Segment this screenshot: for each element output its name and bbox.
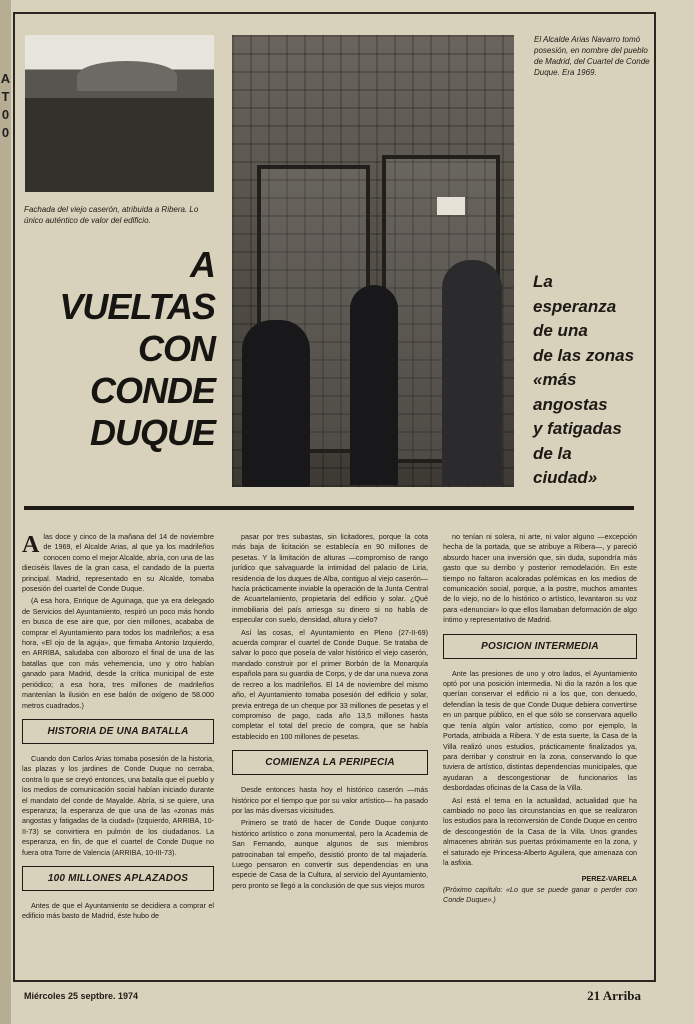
paragraph: Ante las presiones de uno y otro lados, el Ayuntamiento optó por una posición intermedia. Ni dio la razón a los que querían conservar el edificio ni a los que, con denuedo, defendían la tesis de que Conde Duque debiera convertirse en un parque público, en el que sólo se conservara aquello que tenía algún valor artístico, como por ejemplo, la Portada, atribuida a Ribera. Y de esta suerte, la Casa de la Villa realizó unos estudios, prácticamente finalizados ya, para derribar y construir en la zona, conservando lo que tuviera de artístico, distintas dependencias municipales, que ayudaran a descongestionar de funcionarios las desbordadas oficinas de la Casa de la Villa. xyxy=(443,668,637,793)
subhead-line: de la xyxy=(533,443,572,463)
section-rule xyxy=(24,506,634,510)
subhead-line: de una xyxy=(533,321,588,340)
next-chapter-note: (Próximo capítulo: «Lo que se puede ganar o perder con Conde Duque».) xyxy=(443,884,637,905)
subhead-line: esperanza xyxy=(533,296,617,316)
article-column-2 xyxy=(232,532,428,893)
subhead xyxy=(533,270,655,491)
edge-letter: 0 xyxy=(1,125,10,140)
person-silhouette xyxy=(442,260,502,485)
author-signature: PEREZ-VARELA xyxy=(581,874,637,884)
facade-caption: Fachada del viejo caserón, atribuida a Ribera. Lo único auténtico de valor del edificio. xyxy=(24,205,199,225)
paragraph: Desde entonces hasta hoy el histórico caserón —más histórico por el tiempo que por su valor artístico— ha pasado por las más diversas vicisitudes. xyxy=(232,785,428,815)
edge-letter: A xyxy=(0,71,11,86)
subhead-line: angostas xyxy=(533,394,608,414)
subhead-line: y fatigadas xyxy=(533,419,622,438)
door-caption: El Alcalde Arias Navarro tomó posesión, en nombre del pueblo de Madrid, del Cuartel de Conde Duque. Era 1969. xyxy=(534,35,650,77)
paragraph: Antes de que el Ayuntamiento se decidiera a comprar el edificio más basto de Madrid, éste hubo de xyxy=(22,900,214,921)
facade-photo xyxy=(25,35,214,192)
footer-page xyxy=(587,988,641,1004)
paragraph: Así está el tema en la actualidad, actualidad que ha cambiado no poco las circunstancias en que se realizaron los estudios para la reconversión de Conde Duque en centro de descongestión de la Casa de la Villa. Unos grandes almacenes abrirán sus puertas próximamente en la zona, y el saturado eje Princesa-Alberto Aguilera, que amenaza con la asfixia. xyxy=(443,795,637,867)
paragraph: pasar por tres subastas, sin licitadores, porque la cota más baja de licitación se establecía en 90 millones de pesetas. Y la limitación de alturas —compromiso de rango jurídico que salvaguarde la intimidad del palacio de Liria, residencia de los duques de Alba, contiguo al viejo caserón— hacía prácticamente inviable la operación de la Junta Central de Acuartelamiento, propietaria del edificio y solar. ¿Qué inmobiliaria del país arriesga su dinero si no habla de especular con suelo, densidad, altura y cielo? xyxy=(232,532,428,625)
edge-letter: T xyxy=(1,89,10,104)
paragraph: no tenían ni solera, ni arte, ni valor alguno —excepción hecha de la portada, que se atribuye a Ribera—, y pareció absurdo hacer una inversión que, sin duda, supondría más gasto que su derribo y posterior remodelación. En este tiempo no faltaron acaloradas polémicas en los medios de comunicación social, porque, a la postre, muchos amantes de lo viejo, no de lo histórico o artístico, levantaron su voz para «denunciar» lo que ellos llamaban deformación de algo íntimo y representativo de Madrid. xyxy=(443,532,637,625)
page-edge xyxy=(0,0,11,1024)
page-number: 21 xyxy=(587,988,601,1003)
article-column-3 xyxy=(443,532,637,908)
headline xyxy=(35,244,215,454)
article-column-1 xyxy=(22,532,214,924)
subhead-line: de las zonas xyxy=(533,345,635,365)
person-silhouette xyxy=(242,320,310,487)
headline-line: CONDE xyxy=(89,370,215,411)
drop-cap: A xyxy=(22,532,40,558)
building-dome xyxy=(77,61,177,91)
paragraph: Primero se trató de hacer de Conde Duque conjunto histórico artístico o zona monumental, pero la Academia de San Fernando, aunque algunos de sus miembros patrocinaban tal empeño, desistió pronto de tal majadería. Luego pensaron en convertir sus dependencias en una especie de Casa de la Cultura, al servicio del Ayuntamiento, pero pronto se llegó a la conclusión de que sus viejos muros xyxy=(232,818,428,890)
paragraph: Así las cosas, el Ayuntamiento en Pleno (27-II-69) acuerda comprar el cuartel de Conde Duque. Se trataba de salvar lo poco que poseía de valor histórico el viejo caserón, mandado construir por el primer Borbón de la Monarquía española para su guardia de Corps, y de dar una nueva zona de recreo a los madrileños. El 14 de noviembre del mismo año, el Ayuntamiento tomaba posesión del edificio y solar, previa entrega de un cheque por 33 millones de pesetas y el compromiso de pago, cada año 13,5 millones hasta completar el total del precio de compra, que se había establecido en 100 millones de pesetas. xyxy=(232,627,428,741)
edge-letters xyxy=(0,70,11,142)
headline-line: A xyxy=(190,244,215,285)
section-box: COMIENZA LA PERIPECIA xyxy=(232,750,428,775)
door-photo xyxy=(232,35,514,487)
paragraph: Cuando don Carlos Arias tomaba posesión de la historia, las plazas y los jardines de Conde Duque no cerraba, contra lo que se creyó entonces, una batalla que el pueblo y los medios de comunicación social habían iniciado durante el mandato del conde de Mayalde. Abría, si se quiere, una esperanza; la esperanza de que una de las «zonas más angostas y fatigadas de la ciudad» (Izquierdo, ARRIBA, 10-II-73) se convirtiera en pulmón de los ciudadanos. La esperanza, en fin, de que el cuartel de Conde Duque no fuera otra Torre de Valencia (ARRIBA, 10-III-73). xyxy=(22,753,214,857)
subhead-line: La xyxy=(533,272,553,291)
paragraph: (A esa hora, Enrique de Aguinaga, que ya era delegado de Servicios del Ayuntamiento, respiró un poco más hondo en busca de ese aire que, por cien millones, acababa de comprar el Ayuntamiento para todos los madrileños; a esa hora, «El ojo de la aguja», que firmaba Antonio Izquierdo, en ARRIBA, saludaba con alborozo el final de una de las batallas que con más vehemencia, uno y otro habían ganado para Madrid, desde la crítica municipal de este periódico; a esa hora, tres millones de madrileños mantenían la ilusión en ese balón de oxígeno de 58.000 metros cuadrados.) xyxy=(22,596,214,710)
paragraph xyxy=(22,532,214,594)
door-notice xyxy=(437,197,465,215)
section-box: POSICION INTERMEDIA xyxy=(443,634,637,659)
subhead-line: «más xyxy=(533,370,577,389)
headline-line: DUQUE xyxy=(89,412,215,453)
section-box: 100 MILLONES APLAZADOS xyxy=(22,866,214,891)
subhead-line: ciudad» xyxy=(533,468,598,487)
footer-date: Miércoles 25 septbre. 1974 xyxy=(24,991,139,1001)
paragraph-text: las doce y cinco de la mañana del 14 de noviembre de 1969, el Alcalde Arias, al que ya los madrileños conocen como el mejor Alcalde, abría, con una de las dieciséis llaves de la gran casa, el candado de la puerta principal. Madrid, representado en su Alcalde, tomaba posesión del cuartel de Conde Duque. xyxy=(22,532,214,594)
newspaper-name: Arriba xyxy=(602,988,641,1003)
headline-line: VUELTAS xyxy=(59,286,215,327)
headline-line: CON xyxy=(138,328,215,369)
section-box: HISTORIA DE UNA BATALLA xyxy=(22,719,214,744)
edge-letter: 0 xyxy=(1,107,10,122)
person-silhouette xyxy=(350,285,398,485)
